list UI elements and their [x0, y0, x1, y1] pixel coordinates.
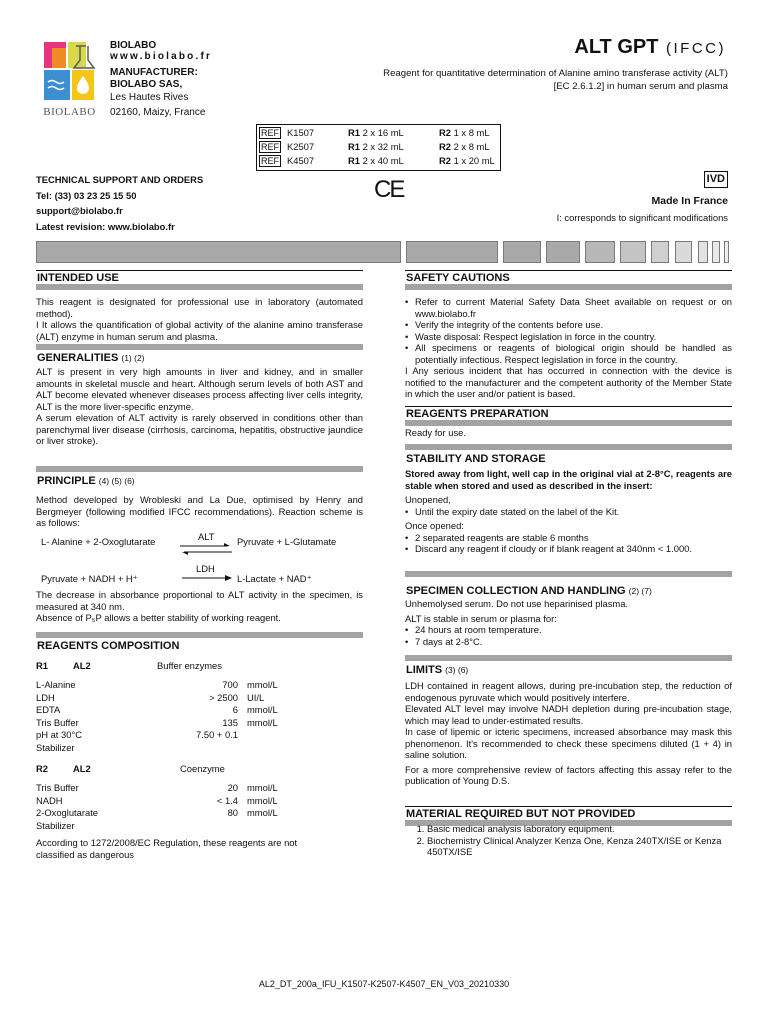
r2-volume	[439, 127, 490, 139]
reaction-1-right: Pyruvate + L-Glutamate	[237, 536, 337, 547]
stability-bold: Stored away from light, well cap in the original vial at 2-8°C, reagents are stable when stored and used as described in the insert:	[405, 468, 732, 491]
grey-bar	[406, 241, 498, 263]
r1-code	[73, 660, 91, 673]
list-item: • Until the expiry date stated on the label of the Kit.	[405, 506, 732, 518]
principle-intro: Method developed by Wrobleski and La Due, optimised by Henry and Bergmeyer (following modified IFCC recommendations). Reaction scheme is as follows:	[36, 494, 363, 528]
ivd-symbol: IVD	[704, 171, 728, 188]
component-value: 7.50 + 0.1	[196, 729, 238, 740]
component-value: > 2500	[209, 691, 238, 703]
safety-text	[405, 296, 732, 400]
reaction-1-left: L- Alanine + 2-Oxoglutarate	[41, 536, 156, 547]
component-name: EDTA	[36, 704, 61, 715]
grey-bar	[503, 241, 541, 263]
reference-table	[256, 124, 501, 171]
safety-heading: SAFETY CAUTIONS	[405, 270, 732, 284]
r1-code-text: AL2	[73, 660, 91, 671]
generalities-text	[36, 366, 363, 447]
opened-label: Once opened:	[405, 520, 464, 531]
r2-volume	[439, 155, 495, 167]
regulation-note: According to 1272/2008/EC Regulation, these reagents are not classified as dangerous	[36, 837, 298, 860]
description-line-2: [EC 2.6.1.2] in human serum and plasma	[553, 80, 728, 92]
grey-bar	[675, 241, 692, 263]
ref-box: REF	[261, 156, 279, 166]
reaction-arrow-icon	[182, 575, 232, 581]
title-sub: (IFCC)	[666, 40, 726, 57]
unopened-label: Unopened,	[405, 494, 451, 505]
component-value: 20	[227, 782, 238, 793]
section-rule	[36, 632, 363, 638]
latest-revision: Latest revision: www.biolabo.fr	[36, 220, 175, 232]
r1-label: R1	[348, 141, 360, 152]
list-item: • Verify the integrity of the contents before use.	[405, 319, 732, 331]
generalities-heading	[36, 351, 363, 365]
address-line-2: 02160, Maizy, France	[110, 106, 206, 118]
title-main: ALT GPT	[574, 36, 659, 58]
ref-row	[259, 141, 490, 153]
r1-values	[150, 679, 238, 742]
list-item: • Waste disposal: Respect legislation in force in the country.	[405, 331, 732, 343]
heading-text: LIMITS	[406, 664, 443, 676]
grey-bar	[724, 241, 729, 263]
generalities-paragraph: ALT is present in very high amounts in liver and kidney, and in smaller amounts in skeletal muscle and heart. Although serum levels of both AST and ALT become elevated whenever diseases process affecting liver cells integrity, ALT is the more liver-specific enzyme.	[36, 366, 363, 412]
ref-box: REF	[261, 142, 279, 152]
product-title	[574, 36, 726, 59]
r1-volume	[348, 141, 404, 153]
component-name: Stabilizer	[36, 819, 75, 831]
heading-refs: (4) (5) (6)	[98, 476, 135, 486]
r1-value: 2 x 16 mL	[362, 127, 404, 138]
kit-code: K1507	[287, 127, 315, 138]
brand-name: BIOLABO	[110, 40, 157, 51]
reaction-2-left: Pyruvate + NADH + H⁺	[41, 573, 138, 584]
preparation-text: Ready for use.	[405, 427, 466, 438]
grey-bar	[698, 241, 708, 263]
component-value: 700	[222, 679, 238, 690]
composition-heading: REAGENTS COMPOSITION	[37, 640, 180, 652]
principle-text	[36, 589, 363, 624]
component-name: pH at 30°C	[36, 729, 82, 740]
specimen-text	[405, 598, 732, 647]
limits-paragraph: For a more comprehensive review of factors affecting this assay refer to the publication of Young D.S.	[405, 763, 732, 786]
r1-label: R1	[348, 127, 360, 138]
component-value: 80	[227, 807, 238, 818]
r2-volume	[439, 141, 490, 153]
manufacturer-block	[110, 40, 212, 120]
support-block	[36, 172, 203, 234]
heading-text: GENERALITIES	[37, 352, 119, 364]
grey-bar	[546, 241, 580, 263]
component-name: Stabilizer	[36, 741, 75, 753]
r1-value: 2 x 40 mL	[362, 155, 404, 166]
section-rule	[405, 655, 732, 661]
kit-code: K4507	[287, 155, 315, 166]
material-heading: MATERIAL REQUIRED BUT NOT PROVIDED	[405, 806, 732, 820]
principle-paragraph: Absence of P₅P allows a better stability of working reagent.	[36, 612, 281, 623]
list-item: • Discard any reagent if cloudy or if blank reagent at 340nm < 1.000.	[405, 543, 732, 555]
limits-paragraph: LDH contained in reagent allows, during pre-incubation step, the reduction of endogenous pyruvate which would positively interfere.	[405, 680, 732, 703]
grey-bar	[712, 241, 720, 263]
description-line-1: Reagent for quantitative determination of Alanine amino transferase activity (ALT)	[383, 68, 728, 79]
component-name: LDH	[36, 691, 55, 703]
r2-label: R2	[439, 141, 451, 152]
address-line-1: Les Hautes Rives	[110, 91, 189, 103]
material-list	[407, 823, 732, 858]
principle-paragraph: The decrease in absorbance proportional to ALT activity in the specimen, is measured at 340 nm.	[36, 589, 363, 612]
section-rule	[36, 344, 363, 350]
specimen-list	[405, 624, 732, 647]
specimen-paragraph: Unhemolysed serum. Do not use heparinised plasma.	[405, 598, 629, 609]
reaction-2-right: L-Lactate + NAD⁺	[237, 573, 312, 584]
list-item: • 2 separated reagents are stable 6 months	[405, 532, 732, 544]
heading-text: SPECIMEN COLLECTION AND HANDLING	[406, 585, 626, 597]
list-item: 1. Basic medical analysis laboratory equipment.	[427, 823, 732, 835]
section-rule	[36, 466, 363, 472]
kit-code: K2507	[287, 141, 315, 152]
component-unit: mmol/L	[247, 807, 278, 818]
r2-label	[36, 763, 48, 776]
limits-text	[405, 680, 732, 787]
reaction-2-enzyme: LDH	[196, 563, 215, 574]
component-name: Tris Buffer	[36, 782, 79, 793]
list-item: 2. Biochemistry Clinical Analyzer Kenza One, Kenza 240TX/ISE or Kenza 450TX/ISE	[427, 835, 732, 858]
ref-row	[259, 127, 490, 139]
support-email[interactable]: support@biolabo.fr	[36, 205, 123, 216]
section-rule	[405, 284, 732, 290]
component-value: < 1.4	[216, 794, 238, 806]
specimen-paragraph: ALT is stable in serum or plasma for:	[405, 612, 557, 624]
component-value: 135	[222, 716, 238, 728]
r2-value: 1 x 20 mL	[453, 155, 495, 166]
component-unit: mmol/L	[247, 782, 278, 793]
r2-value: 2 x 8 mL	[453, 141, 490, 152]
stability-text	[405, 468, 732, 555]
component-name: L-Alanine	[36, 679, 76, 690]
component-value: 6	[232, 704, 238, 715]
list-item: • All specimens or reagents of biological origin should be handled as potentially infectious. Respect legislation in force in the country.	[405, 342, 732, 365]
r2-code-text: AL2	[73, 763, 91, 774]
product-description	[308, 68, 728, 93]
section-rule	[405, 571, 732, 577]
grey-bar	[36, 241, 401, 263]
preparation-heading: REAGENTS PREPARATION	[405, 406, 732, 420]
intended-use-text	[36, 296, 363, 342]
safety-list	[405, 296, 732, 365]
component-unit: mmol/L	[247, 679, 278, 690]
component-name: Tris Buffer	[36, 716, 79, 728]
incident-paragraph: I Any serious incident that has occurred in connection with the device is notified to the manufacturer and the competent authority of the Member State in which the user and/or patient is based.	[405, 365, 732, 399]
heading-refs: (3) (6)	[445, 665, 469, 675]
logo-text: BIOLABO	[43, 106, 96, 118]
component-name: NADH	[36, 794, 63, 806]
r2-label-text: R2	[36, 763, 48, 774]
r1-description: Buffer enzymes	[157, 660, 222, 671]
r1-label: R1	[348, 155, 360, 166]
section-rule	[36, 284, 363, 290]
limits-heading	[405, 663, 732, 677]
equilibrium-arrow-icon	[180, 543, 232, 555]
heading-refs: (1) (2)	[121, 353, 145, 363]
manufacturer-label: MANUFACTURER:	[110, 67, 198, 78]
heading-refs: (2) (7)	[628, 586, 652, 596]
r2-label: R2	[439, 127, 451, 138]
limits-paragraph: Elevated ALT level may involve NADH depletion during pre-incubation stage, which may lead to under-estimated results.	[405, 703, 732, 726]
ref-box: REF	[261, 128, 279, 138]
document-code-footer: AL2_DT_200a_IFU_K1507-K2507-K4507_EN_V03_20210330	[258, 979, 510, 989]
r1-label	[36, 660, 48, 673]
r1-volume	[348, 127, 404, 139]
grey-bar	[651, 241, 669, 263]
support-phone: Tel: (33) 03 23 25 15 50	[36, 189, 137, 201]
website[interactable]: www.biolabo.fr	[110, 51, 213, 62]
ref-row	[259, 155, 495, 167]
specimen-heading	[405, 584, 732, 598]
component-unit: mmol/L	[247, 704, 278, 715]
r2-value: 1 x 8 mL	[453, 127, 490, 138]
grey-bar	[585, 241, 615, 263]
grey-bar	[620, 241, 646, 263]
r2-label: R2	[439, 155, 451, 166]
component-unit: mmol/L	[247, 794, 278, 806]
intended-use-paragraph: This reagent is designated for professional use in laboratory (automated method).	[36, 296, 363, 319]
r2-code	[73, 763, 91, 776]
principle-heading	[36, 474, 363, 488]
section-rule	[405, 444, 732, 450]
r2-units	[247, 782, 278, 820]
intended-use-heading: INTENDED USE	[36, 270, 363, 284]
heading-text: PRINCIPLE	[37, 475, 96, 487]
r1-value: 2 x 32 mL	[362, 141, 404, 152]
modifications-note: I: corresponds to significant modifications	[556, 212, 728, 223]
section-rule	[405, 420, 732, 426]
r1-components	[36, 679, 82, 754]
intended-use-paragraph: I It allows the quantification of global activity of the alanine amino transferase (ALT) enzyme in human serum and plasma.	[36, 319, 363, 342]
r2-description: Coenzyme	[180, 763, 225, 774]
manufacturer-name: BIOLABO SAS,	[110, 78, 183, 90]
material-text	[407, 823, 732, 858]
list-item: • 7 days at 2-8°C.	[405, 636, 732, 648]
r2-values	[150, 782, 238, 820]
component-name: 2-Oxoglutarate	[36, 807, 99, 818]
limits-paragraph: In case of lipemic or icteric specimens, increased absorbance may mask this phenomenon. It's recommended to check these specimens diluted (1 + 4) in saline solution.	[405, 726, 732, 760]
unopened-list	[405, 506, 732, 518]
list-item: • Refer to current Material Safety Data Sheet available on request or on www.biolabo.fr	[405, 296, 732, 319]
reaction-1-enzyme: ALT	[198, 531, 215, 542]
stability-heading: STABILITY AND STORAGE	[406, 453, 546, 465]
list-item: • 24 hours at room temperature.	[405, 624, 732, 636]
opened-list	[405, 532, 732, 555]
made-in: Made In France	[651, 195, 728, 207]
component-unit: UI/L	[247, 691, 265, 703]
r1-label-text: R1	[36, 660, 48, 671]
r1-volume	[348, 155, 404, 167]
biolabo-logo	[40, 40, 99, 120]
r2-components	[36, 782, 98, 832]
component-unit: mmol/L	[247, 716, 278, 728]
generalities-paragraph: A serum elevation of ALT activity is rarely observed in conditions other than parenchymal liver disease (cirrhosis, carcinoma, hepatitis, obstructive jaundice or liver stroke).	[36, 412, 363, 446]
logo-graphic	[40, 40, 99, 104]
ce-mark: CE	[374, 176, 404, 203]
support-heading: TECHNICAL SUPPORT AND ORDERS	[36, 174, 204, 185]
r1-units	[247, 679, 278, 729]
